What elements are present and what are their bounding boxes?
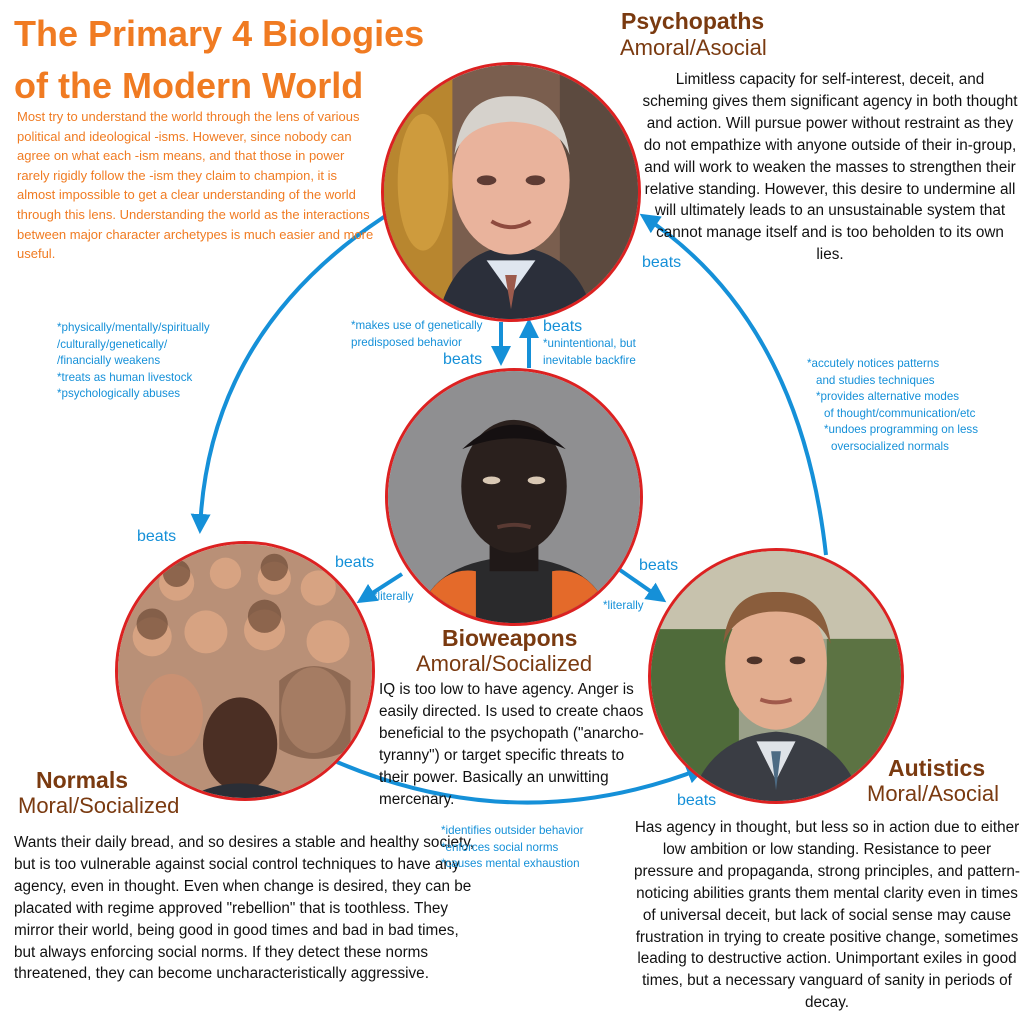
page-title: The Primary 4 Biologies of the Modern World xyxy=(14,13,425,106)
beats-label-bioweapons-normals: beats xyxy=(335,554,375,571)
beats-label-autistics-psychopaths: beats xyxy=(642,254,682,271)
note-bioweapons-normals: *literally xyxy=(373,590,414,603)
bioweapons-name: Bioweapons xyxy=(442,625,578,651)
normals-type: Moral/Socialized xyxy=(18,793,180,818)
young-man-photo xyxy=(651,551,901,801)
notes-psychopaths-bioweapons: *makes use of genetically predisposed behavior xyxy=(351,319,483,349)
autistics-type: Moral/Asocial xyxy=(867,781,1000,806)
psychopaths-desc: Limitless capacity for self-interest, deceit, and scheming gives them significant agency in both thought and action. Will pursue power without restraint as they do not empathize with anyone outside of their in-group, and will work to weaken the masses to strengthen their relative standing. However, this desire to undermine all will ultimately leads to an unsustainable system that cannot manage itself and is too beholden to its own lies. xyxy=(642,71,1018,264)
note-bioweapons-autistics: *literally xyxy=(603,599,644,612)
intro-text: Most try to understand the world through the lens of various political and ideological -isms. However, since nobody can agree on what each -ism means, and that those in power rarely rigidly follow the -ism they claim to champion, it is almost impossible to get a clear understanding of the world through this lens. Understanding the world as the interactions between major character archetypes is much easier and more useful. xyxy=(17,109,374,262)
beats-label-normals-autistics: beats xyxy=(677,792,717,809)
beats-label-bioweapons-autistics: beats xyxy=(639,557,679,574)
beats-label-bioweapons-psychopaths: beats xyxy=(543,318,583,335)
notes-autistics-psychopaths: *accutely notices patterns and studies techniques *provides alternative modes of thought/communication/etc *undoes programming on less oversocialized normals xyxy=(807,357,979,453)
elderly-man-photo xyxy=(384,65,638,319)
psychopaths-portrait xyxy=(381,62,641,322)
notes-psychopaths-normals: *physically/mentally/spiritually /culturally/genetically/ /financially weakens *treats as human livestock *psychologically abuses xyxy=(57,321,210,401)
autistics-name: Autistics xyxy=(888,755,986,781)
psychopaths-type: Amoral/Asocial xyxy=(620,35,767,60)
beats-label-psychopaths-bioweapons: beats xyxy=(443,351,483,368)
notes-normals-autistics: *identifies outsider behavior *enforces social norms *causes mental exhaustion xyxy=(441,824,584,871)
autistics-portrait xyxy=(648,548,904,804)
notes-bioweapons-psychopaths: *unintentional, but inevitable backfire xyxy=(543,337,636,367)
psychopaths-name: Psychopaths xyxy=(621,8,765,34)
normals-portrait xyxy=(115,541,375,801)
normals-name: Normals xyxy=(36,767,129,793)
crowd-photo xyxy=(118,544,375,798)
normals-desc: Wants their daily bread, and so desires a stable and healthy society, but is too vulnerable against social control techniques to have any agency, even in thought. Even when change is desired, they can be placated with regime approved "rebellion" that is toothless. They mirror their world, being good in good times and bad in bad times, but always enforcing social norms. If they detect these norms threatened, they can become uncharacteristically aggressive. xyxy=(14,834,475,983)
autistics-desc: Has agency in thought, but less so in action due to either low ambition or low standing. Resistance to peer pressure and propaganda, strong principles, and pattern-noticing abilities grants them mental clarity even in times of universal deceit, but lack of social sense may cause frustration in trying to create positive change, sometimes leading to destructive action. Unimportant exiles in good times, but a necessary vanguard of sanity in periods of decay. xyxy=(633,819,1021,1012)
beats-label-psychopaths-normals: beats xyxy=(137,528,177,545)
bioweapons-portrait xyxy=(385,368,643,626)
mugshot-photo xyxy=(388,371,640,623)
bioweapons-desc: IQ is too low to have agency. Anger is easily directed. Is used to create chaos beneficial to the psychopath ("anarcho-tyranny") or target specific threats to their power. Basically an unwitting mercenary. xyxy=(379,681,644,808)
bioweapons-type: Amoral/Socialized xyxy=(416,651,593,676)
